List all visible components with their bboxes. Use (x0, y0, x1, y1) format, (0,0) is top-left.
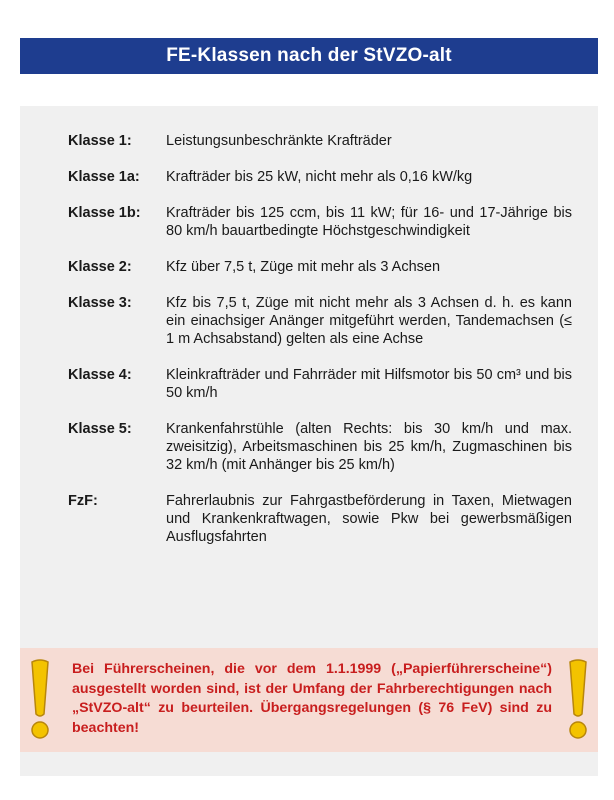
class-description: Kfz bis 7,5 t, Züge mit nicht mehr als 3 Achsen d. h. es kann ein einachsiger Anänger mitgeführt werden, Tandemachsen (≤ 1 m Achsabstand) gelten als eine Achse (166, 295, 572, 347)
class-entry-1a (68, 168, 572, 186)
class-label: Klasse 5: (68, 421, 132, 437)
page-title: FE-Klassen nach der StVZO-alt (166, 45, 452, 66)
exclamation-icon (28, 658, 52, 742)
class-description: Fahrerlaubnis zur Fahrgastbeförderung in Taxen, Mietwagen und Krankenkraftwagen, sowie Pkw bei gewerbsmäßigen Ausflugsfahrten (166, 493, 572, 545)
class-entry-5 (68, 420, 572, 474)
class-label: Klasse 2: (68, 259, 132, 275)
class-entry-3 (68, 294, 572, 348)
class-description: Krankenfahrstühle (alten Rechts: bis 30 km/h und max. zweisitzig), Arbeitsmaschinen bis 25 km/h, Zugmaschinen bis 32 km/h (mit Anhänger bis 25 km/h) (166, 421, 572, 473)
content-panel (20, 106, 598, 776)
warning-text: Bei Führerscheinen, die vor dem 1.1.1999 („Papierführerscheine“) ausgestellt worden sind, ist der Umfang der Fahrberechtigungen nach „StVZO-alt“ zu beurteilen. Übergangsregelungen (§ 76 FeV) sind zu beachten! (72, 661, 552, 736)
class-entry-fzf (68, 492, 572, 546)
class-description: Kfz über 7,5 t, Züge mit mehr als 3 Achsen (166, 259, 441, 275)
class-label: Klasse 4: (68, 367, 132, 383)
license-class-list (68, 132, 572, 564)
warning-box (20, 648, 598, 752)
class-description: Kleinkrafträder und Fahrräder mit Hilfsmotor bis 50 cm³ und bis 50 km/h (166, 367, 572, 401)
exclamation-icon (566, 658, 590, 742)
class-entry-2 (68, 258, 572, 276)
class-label: Klasse 1a: (68, 169, 140, 185)
class-description: Krafträder bis 125 ccm, bis 11 kW; für 16- und 17-Jährige bis 80 km/h bauartbedingte Höchstgeschwindigkeit (166, 205, 572, 239)
title-bar (20, 38, 598, 74)
class-description: Leistungsunbeschränkte Krafträder (166, 133, 392, 149)
class-entry-4 (68, 366, 572, 402)
class-entry-1b (68, 204, 572, 240)
class-label: FzF: (68, 493, 98, 509)
class-entry-1 (68, 132, 572, 150)
class-label: Klasse 1: (68, 133, 132, 149)
class-label: Klasse 3: (68, 295, 132, 311)
class-description: Krafträder bis 25 kW, nicht mehr als 0,16 kW/kg (166, 169, 473, 185)
class-label: Klasse 1b: (68, 205, 141, 221)
